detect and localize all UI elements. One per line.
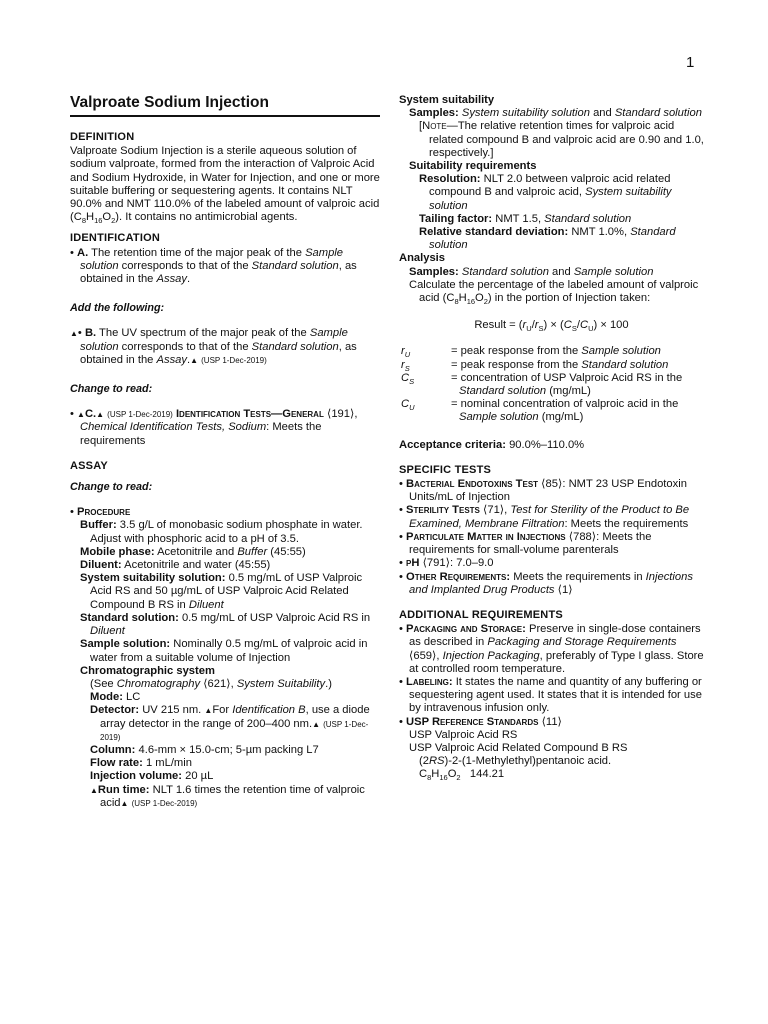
reference-standard-formula: $C_8H_{16}O_2$ 144.21 bbox=[419, 768, 505, 783]
acceptance-criteria: Acceptance criteria: 90.0%–110.0% bbox=[399, 438, 585, 451]
resolution-line: Resolution: NLT 2.0 between valproic acid related compound B and valproic acid, System suitability solution bbox=[419, 173, 672, 212]
definition-heading: DEFINITION bbox=[70, 131, 135, 143]
injection-volume-line: Injection volume: 20 µL bbox=[90, 770, 214, 783]
mobile-phase-line: Mobile phase: Acetonitrile and Buffer (45:55) bbox=[80, 545, 306, 558]
chromatographic-system-heading: Chromatographic system bbox=[80, 664, 215, 677]
assay-heading: ASSAY bbox=[70, 459, 108, 472]
add-following-note: Add the following: bbox=[70, 302, 165, 315]
tailing-factor-line: Tailing factor: NMT 1.5, Standard solution bbox=[419, 212, 632, 225]
variable-ru: $r_U$ = peak response from the Sample solution bbox=[401, 345, 661, 360]
flow-rate-line: Flow rate: 1 mL/min bbox=[90, 757, 192, 770]
ss-samples-line: Samples: System suitability solution and Standard solution bbox=[409, 107, 702, 120]
buffer-line: Buffer: 3.5 g/L of monobasic sodium phosphate in water. Adjust with phosphoric acid to a pH of 3.5. bbox=[80, 519, 363, 545]
right-column bbox=[399, 94, 704, 782]
page-number: 1 bbox=[686, 54, 695, 71]
diluent-line: Diluent: Acetonitrile and water (45:55) bbox=[80, 559, 271, 572]
analysis-heading: Analysis bbox=[399, 252, 446, 265]
ph-item: • pH ⟨791⟩: 7.0–9.0 bbox=[399, 557, 494, 570]
reference-standard-1: USP Valproic Acid RS bbox=[409, 728, 518, 741]
variable-cu: $C_U$ = nominal concentration of valproic acid in the Sample solution (mg/mL) bbox=[401, 398, 679, 424]
variable-cs: $C_S$ = concentration of USP Valproic Acid RS in the Standard solution (mg/mL) bbox=[401, 371, 683, 398]
monograph-title: Valproate Sodium Injection bbox=[70, 94, 380, 117]
standard-solution-line: Standard solution: 0.5 mg/mL of USP Valproic Acid RS in Diluent bbox=[80, 611, 371, 638]
other-requirements-item: • Other Requirements: Meets the requirements in Injections and Implanted Drug Products ⟨1⟩ bbox=[399, 570, 693, 596]
analysis-samples-line: Samples: Standard solution and Sample solution bbox=[409, 265, 654, 278]
change-to-read-note: Change to read: bbox=[70, 383, 153, 396]
mode-line: Mode: LC bbox=[90, 691, 141, 704]
procedure-heading: • Procedure bbox=[70, 506, 131, 519]
identification-b: ▲• B. The UV spectrum of the major peak of the Sample solution corresponds to that of the Standard solution, as obtained in the Assay.▲ (USP 1-Dec-2019) bbox=[70, 327, 357, 366]
sterility-item: • Sterility Tests ⟨71⟩, Test for Sterility of the Product to Be Examined, Membrane Filtration: Meets the requirements bbox=[399, 504, 690, 530]
additional-requirements-heading: ADDITIONAL REQUIREMENTS bbox=[399, 608, 563, 621]
variable-rs: $r_S$ = peak response from the Standard solution bbox=[401, 358, 669, 373]
system-suitability-solution-line: System suitability solution: 0.5 mg/mL of USP Valproic Acid RS and 50 µg/mL of USP Valproic Acid Related Compound B RS in Diluent bbox=[80, 572, 363, 611]
definition-text: Valproate Sodium Injection is a sterile aqueous solution of sodium valproate, formed from the interaction of Valproic Acid and Sodium Hydroxide, in Water for Injection, and one or more suitable buffering or sequestering agents. It contains NLT 90.0% and NMT 110.0% of the labeled amount of valproic acid $(C_8H_{16}O_2)$. It contains no antimicrobial agents. bbox=[70, 145, 380, 226]
assay-change-note: Change to read: bbox=[70, 481, 153, 494]
system-suitability-heading: System suitability bbox=[399, 94, 495, 106]
left-column bbox=[70, 94, 380, 810]
result-formula: Result = $(r_U/r_S) \times (C_S/C_U) \times 100$ bbox=[474, 319, 629, 334]
detector-line: Detector: UV 215 nm. ▲For Identification B, use a diode array detector in the range of 200–400 nm.▲ (USP 1-Dec-2019) bbox=[90, 704, 370, 742]
labeling-item: • Labeling: It states the name and quantity of any buffering or sequestering agent used. It states that it is intended for use by intravenous infusion only. bbox=[399, 675, 702, 715]
particulate-matter-item: • Particulate Matter in Injections ⟨788⟩: Meets the requirements for small-volume parenterals bbox=[399, 530, 652, 557]
suitability-requirements-heading: Suitability requirements bbox=[409, 160, 537, 173]
reference-standards-item: • USP Reference Standards ⟨11⟩ bbox=[399, 715, 562, 728]
packaging-item: • Packaging and Storage: Preserve in single-dose containers as described in Packaging and Storage Requirements ⟨659⟩, Injection Packaging, preferably of Type I glass. Store at controlled room temperature. bbox=[399, 623, 704, 675]
identification-heading: IDENTIFICATION bbox=[70, 232, 160, 245]
run-time-line: ▲Run time: NLT 1.6 times the retention time of valproic acid▲ (USP 1-Dec-2019) bbox=[90, 783, 365, 809]
column-line: Column: 4.6-mm × 15.0-cm; 5-µm packing L7 bbox=[90, 743, 319, 756]
ss-note: [Note—The relative retention times for valproic acid related compound B and valproic acid are 0.90 and 1.0, respectively.] bbox=[419, 120, 704, 159]
specific-tests-heading: SPECIFIC TESTS bbox=[399, 463, 492, 476]
identification-c: • ▲C.▲ (USP 1-Dec-2019) Identification Tests—General ⟨191⟩, Chemical Identification Tests, Sodium: Meets the requirements bbox=[70, 408, 358, 447]
sample-solution-line: Sample solution: Nominally 0.5 mg/mL of valproic acid in water from a suitable volume of Injection bbox=[80, 638, 368, 664]
bacterial-endotoxins-item: • Bacterial Endotoxins Test ⟨85⟩: NMT 23 USP Endotoxin Units/mL of Injection bbox=[399, 478, 687, 504]
chromatography-reference: (See Chromatography ⟨621⟩, System Suitability.) bbox=[90, 677, 332, 690]
calculation-instruction: Calculate the percentage of the labeled amount of valproic acid $(C_8H_{16}O_2)$ in the portion of Injection taken: bbox=[409, 278, 699, 307]
rsd-line: Relative standard deviation: NMT 1.0%, Standard solution bbox=[419, 226, 676, 252]
reference-standard-chemical-name: (2RS)-2-(1-Methylethyl)pentanoic acid. bbox=[419, 755, 612, 768]
identification-a: • A. The retention time of the major peak of the Sample solution corresponds to that of the Standard solution, as obtained in the Assay. bbox=[70, 246, 357, 286]
reference-standard-2: USP Valproic Acid Related Compound B RS bbox=[409, 741, 628, 754]
